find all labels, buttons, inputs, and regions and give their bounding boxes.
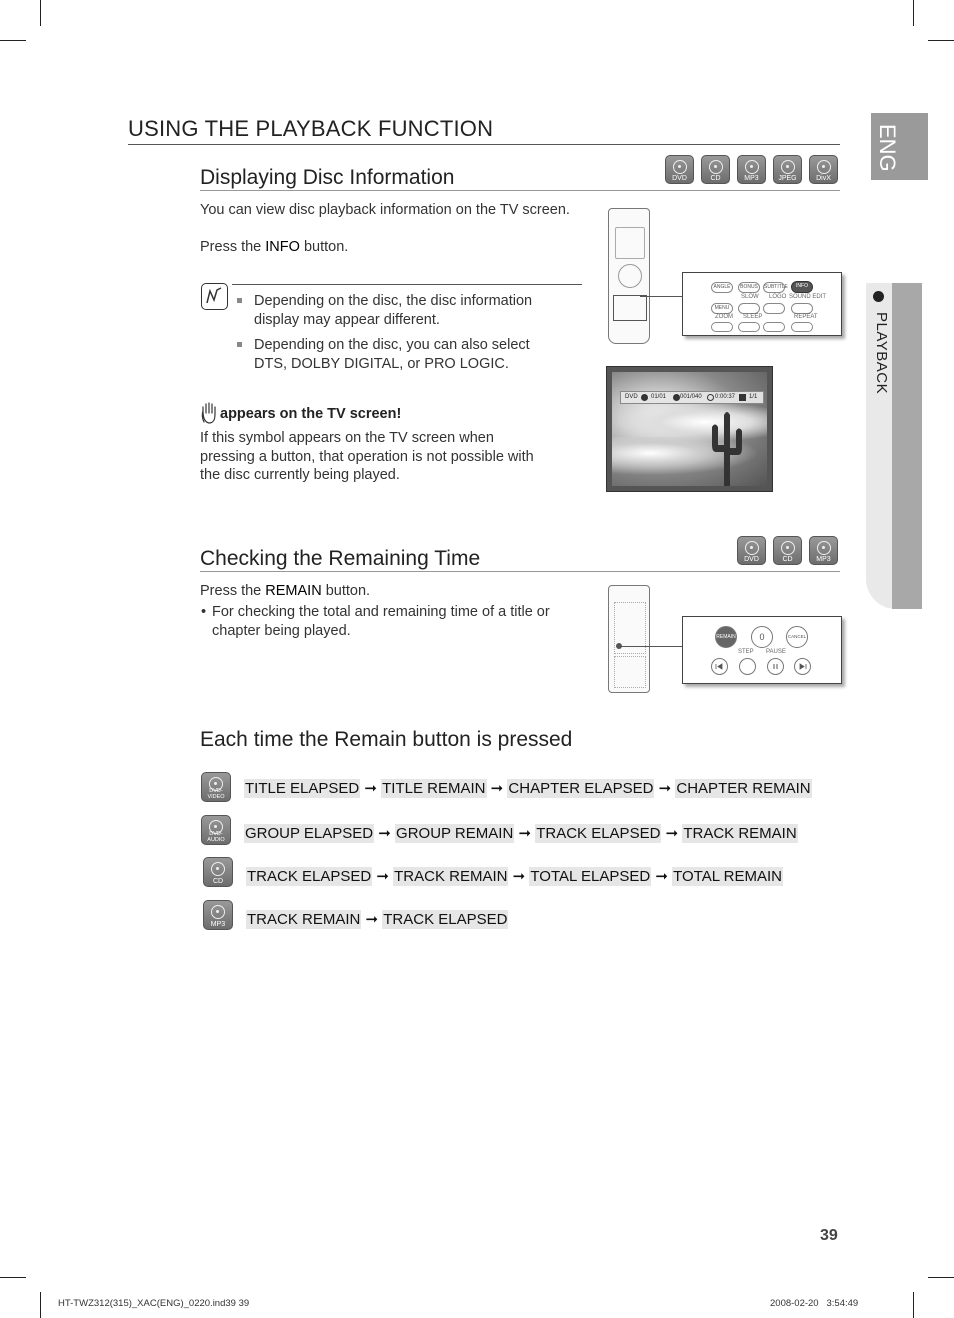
dvd-disc-icon: DVD [737, 536, 766, 565]
dvd-disc-icon: DVD [665, 155, 694, 184]
clock-icon [707, 394, 714, 401]
flow-row-mp3: TRACK REMAIN ➞ TRACK ELAPSED [247, 911, 508, 928]
bullet-icon: • [201, 604, 207, 620]
mp3-disc-icon: MP3 [809, 536, 838, 565]
crop-mark [928, 40, 954, 41]
logo-label: LOGO [769, 294, 787, 300]
slow-label: SLOW [741, 294, 759, 300]
crop-mark [913, 0, 914, 26]
step-button [739, 658, 756, 675]
zero-button: 0 [751, 626, 773, 648]
sleep-label: SLEEP [743, 314, 763, 320]
remote-illustration [608, 208, 650, 344]
dvd-video-disc-icon: DVD-VIDEO [201, 772, 231, 802]
mp3-disc-icon: MP3 [203, 900, 233, 930]
camera-icon [739, 394, 746, 401]
footer-file: HT-TWZ312(315)_XAC(ENG)_0220.ind39 39 [58, 1298, 250, 1309]
footer-date: 2008-02-20 3:54:49 [770, 1298, 859, 1309]
remote-zoom-remain [682, 616, 842, 684]
note-icon [201, 283, 228, 310]
sleep-button [738, 322, 760, 332]
step-label: STEP [738, 649, 754, 655]
flow-row-dvd-video: TITLE ELAPSED ➞ TITLE REMAIN ➞ CHAPTER ELAPSED ➞ CHAPTER REMAIN [245, 780, 811, 797]
tv-screen-image [606, 366, 773, 492]
menu-button: MENU [711, 303, 733, 314]
bullet-dot-icon [873, 291, 884, 302]
section2-bullet: For checking the total and remaining time of a title or chapter being played. [212, 604, 550, 639]
crop-mark [0, 40, 26, 41]
section1-intro: You can view disc playback information on the TV screen. [200, 202, 570, 218]
callout-line [640, 296, 686, 297]
flow-row-dvd-audio: GROUP ELAPSED ➞ GROUP REMAIN ➞ TRACK ELAPSED ➞ TRACK REMAIN [245, 825, 797, 842]
repeat-label: REPEAT [794, 314, 818, 320]
osd-title: 01/01 [651, 394, 667, 400]
jpeg-disc-icon: JPEG [773, 155, 802, 184]
remain-button: REMAIN [715, 626, 737, 648]
crop-mark [40, 1292, 41, 1318]
lang-tab-label: ENG [875, 124, 900, 172]
title-rule [128, 144, 840, 145]
section3-title: Each time the Remain button is pressed [200, 728, 573, 751]
page-title: USING THE PLAYBACK FUNCTION [128, 116, 494, 141]
note-rule [232, 284, 582, 285]
slow-button [738, 303, 760, 314]
hand-body: If this symbol appears on the TV screen when pressing a button, that operation is not possible with the disc currently being played. [200, 430, 534, 483]
crop-mark [40, 0, 41, 26]
angle-button: ANGLE [711, 282, 733, 293]
crop-mark [0, 1277, 26, 1278]
flow-row-cd: TRACK ELAPSED ➞ TRACK REMAIN ➞ TOTAL ELAPSED ➞ TOTAL REMAIN [247, 868, 782, 885]
remote-zoom-info [682, 272, 842, 336]
crop-mark [928, 1277, 954, 1278]
remote-illustration [608, 585, 650, 693]
note-bullet-icon [237, 298, 245, 306]
hand-icon [200, 402, 218, 424]
callout-line [620, 646, 686, 647]
section-tab-label: PLAYBACK [873, 312, 890, 395]
section2-rule [200, 571, 840, 572]
title-icon [641, 394, 648, 401]
sound-edit-button [791, 303, 813, 314]
pause-label: PAUSE [766, 649, 786, 655]
chapter-icon [673, 394, 680, 401]
section1-title: Displaying Disc Information [200, 166, 455, 189]
logo-button [763, 303, 785, 314]
note-bullet-icon [237, 342, 245, 350]
section2-title: Checking the Remaining Time [200, 547, 481, 570]
dvd-audio-disc-icon: DVD-AUDIO [201, 815, 231, 845]
bonus-button: BONUS [738, 282, 760, 293]
page-number: 39 [820, 1227, 838, 1244]
dimmer-button [763, 322, 785, 332]
skip-back-icon [711, 658, 728, 675]
section2-press: Press the REMAIN button. [200, 583, 371, 599]
subtitle-button: SUBTITLE [763, 282, 785, 293]
note-item: Depending on the disc, the disc information display may appear different. [254, 293, 533, 328]
repeat-button [791, 322, 813, 332]
zoom-button [711, 322, 733, 332]
cd-disc-icon: CD [701, 155, 730, 184]
crop-mark [913, 1292, 914, 1318]
info-button: INFO [791, 281, 813, 293]
osd-angle: 1/1 [749, 394, 758, 400]
divx-disc-icon: DivX [809, 155, 838, 184]
cd-disc-icon: CD [203, 857, 233, 887]
osd-chapter: 001/040 [680, 394, 702, 400]
zoom-label: ZOOM [715, 314, 733, 320]
note-item: Depending on the disc, you can also select DTS, DOLBY DIGITAL, or PRO LOGIC. [254, 337, 530, 372]
skip-forward-icon [794, 658, 811, 675]
osd-time: 0:00:37 [715, 394, 736, 400]
cancel-button: CANCEL [786, 626, 808, 648]
tv-osd-bar [620, 391, 764, 404]
mp3-disc-icon: MP3 [737, 155, 766, 184]
section1-press: Press the INFO button. [200, 239, 349, 255]
section1-rule [200, 190, 840, 191]
sound-edit-label: SOUND EDIT [789, 294, 827, 300]
osd-disc: DVD [625, 394, 638, 400]
section-tab [892, 283, 922, 609]
cd-disc-icon: CD [773, 536, 802, 565]
hand-title: appears on the TV screen! [220, 406, 402, 422]
pause-icon [767, 658, 784, 675]
cactus-icon [702, 407, 752, 486]
